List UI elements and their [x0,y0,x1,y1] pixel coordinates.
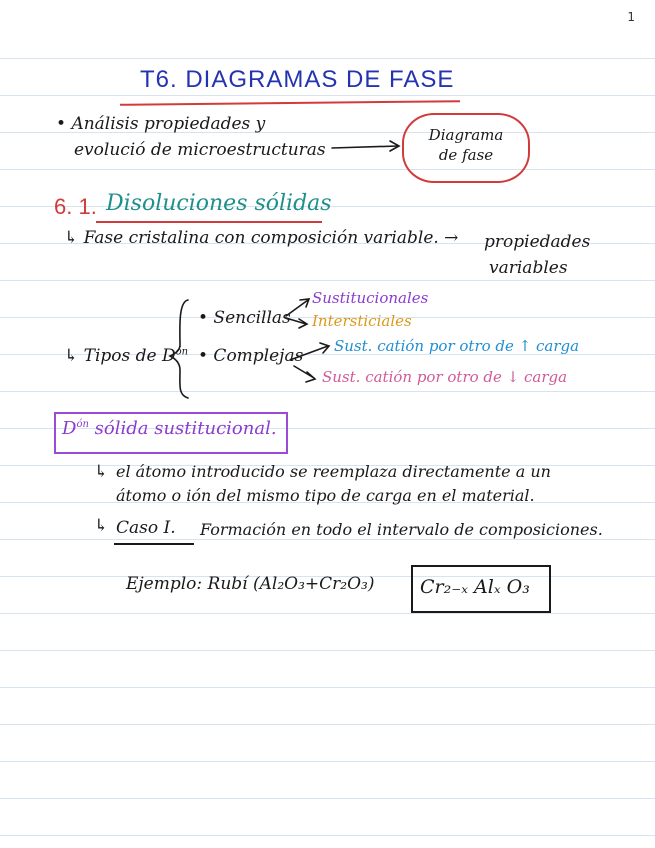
analisis-line2: evolució de microestructuras [74,140,326,160]
tipos-label: ↳ Tipos de $D^{ón}$ [64,346,189,366]
section-number: 6. 1. [54,194,97,219]
caso-label: Caso I. [116,518,176,538]
caso-text: Formación en todo el intervalo de composiciones. [200,520,603,539]
complejas-case1: Sust. catión por otro de ↑ carga [334,337,580,355]
caso-arrow: ↳ [94,516,109,536]
page-title: T6. DIAGRAMAS DE FASE [140,66,455,93]
tipos-brace [170,300,188,398]
complejas-case2: Sust. catión por otro de ↓ carga [322,368,568,386]
point1-arrow: ↳ [94,462,109,482]
sencillas-item: • Sencillas [198,308,291,328]
section-heading: Disoluciones sólidas [106,191,332,216]
sustitucionales-text: Sustitucionales [312,289,429,307]
formula-text: Cr₂₋ₓ Alₓ O₃ [420,576,530,598]
cloud-line2: de fase [438,146,494,164]
propiedades-text: propiedades [484,232,591,252]
page-number: 1 [627,10,635,24]
point1-line-a: el átomo introducido se reemplaza directamente a un [116,462,551,481]
cloud-line1: Diagrama [428,126,504,144]
sencillas-arrow-up [286,300,308,316]
definition-heading: $D^{ón}$ sólida sustitucional. [62,418,277,439]
complejas-item: • Complejas [198,346,304,366]
variables-text: variables [489,258,568,278]
ejemplo-text: Ejemplo: Rubí (Al₂O₃+Cr₂O₃) [126,574,375,594]
arrow-to-cloud [332,146,398,148]
point1-line-b: átomo o ión del mismo tipo de carga en el material. [116,486,535,505]
fase-text: ↳ Fase cristalina con composición variable. → [64,228,459,248]
intersticiales-text: Intersticiales [312,312,412,330]
bullet-analisis: • Análisis propiedades y [56,114,266,134]
